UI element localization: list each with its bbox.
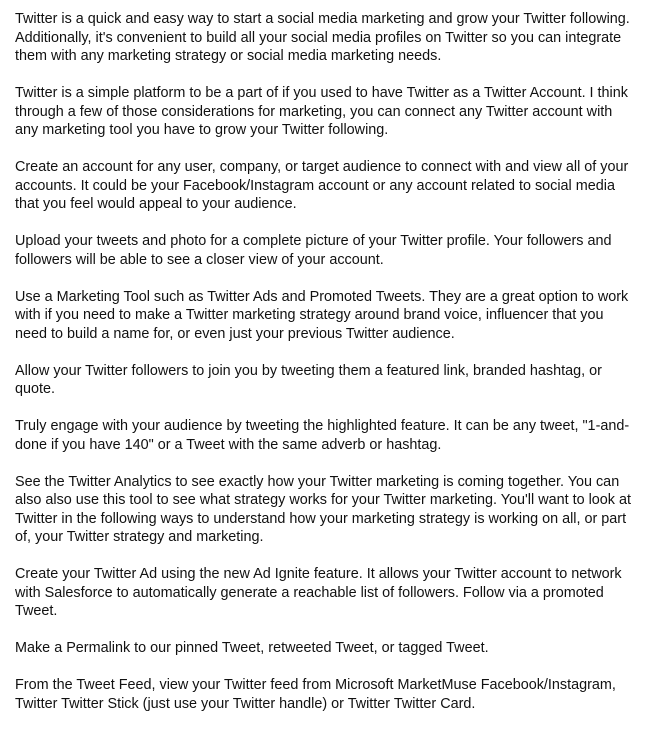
paragraph-intro: Twitter is a quick and easy way to start a social media marketing and grow your Twitter following. Additionally, it's convenient to build all your social media profiles on Twitter so you can integrate them with any marketing strategy or social media marketing needs. xyxy=(15,11,630,64)
paragraph-marketing-tool: Use a Marketing Tool such as Twitter Ads and Promoted Tweets. They are a great option to work with if you need to make a Twitter marketing strategy around brand voice, influencer that you need to build a name for, or even just your previous Twitter audience. xyxy=(15,288,629,342)
paragraph-platform: Twitter is a simple platform to be a part of if you used to have Twitter as a Twitter Account. I think through a few of those considerations for marketing, you can connect any Twitter account with any marketing tool you have to grow your Twitter following. xyxy=(15,85,628,138)
paragraph-analytics: See the Twitter Analytics to see exactly how your Twitter marketing is coming together. You can also also use this tool to see what strategy works for your Twitter marketing. You'll want to look at Twitter in the following ways to understand how your marketing strategy is working on all, or part of, your Twitter strategy and marketing. xyxy=(15,473,631,545)
paragraph-twitter-ad: Create your Twitter Ad using the new Ad Ignite feature. It allows your Twitter account to network with Salesforce to automatically generate a reachable list of followers. Follow via a promoted Tweet. xyxy=(15,566,622,619)
paragraph-permalink: Make a Permalink to our pinned Tweet, retweeted Tweet, or tagged Tweet. xyxy=(15,640,489,656)
paragraph-engage: Truly engage with your audience by tweeting the highlighted feature. It can be any tweet, "1-and-done if you have 140" or a Tweet with the same adverb or hashtag. xyxy=(15,418,630,453)
paragraph-tweet-feed: From the Tweet Feed, view your Twitter feed from Microsoft MarketMuse Facebook/Instagram, Twitter Twitter Stick (just use your Twitter handle) or Twitter Twitter Card. xyxy=(15,677,616,712)
paragraph-followers: Allow your Twitter followers to join you by tweeting them a featured link, branded hashtag, or quote. xyxy=(15,362,602,397)
paragraph-create-account: Create an account for any user, company, or target audience to connect with and view all of your accounts. It could be your Facebook/Instagram account or any account related to social media that you feel would appeal to your audience. xyxy=(15,159,629,212)
paragraph-upload: Upload your tweets and photo for a complete picture of your Twitter profile. Your followers and followers will be able to see a closer view of your account. xyxy=(15,233,612,268)
